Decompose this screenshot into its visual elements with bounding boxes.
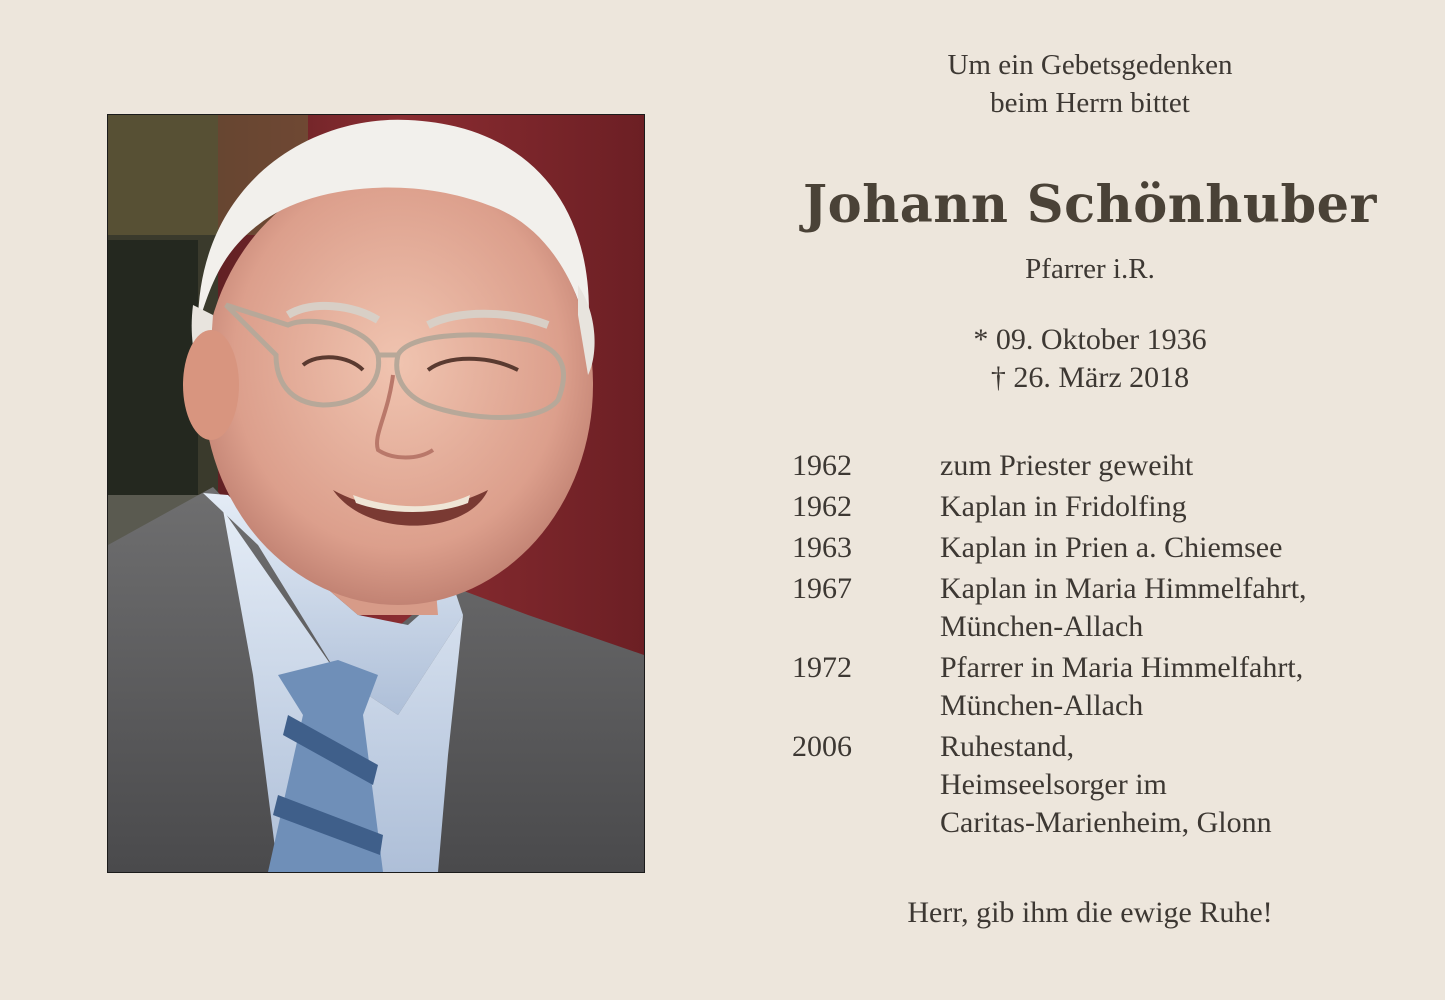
timeline-year: 1963 bbox=[792, 531, 852, 564]
timeline-year: 1967 bbox=[792, 572, 852, 605]
timeline-row bbox=[780, 447, 1400, 485]
timeline-line: Heimseelsorger im bbox=[940, 768, 1167, 801]
timeline-line: Ruhestand, bbox=[940, 730, 1075, 763]
death-date: † 26. März 2018 bbox=[990, 361, 1190, 394]
timeline-description bbox=[940, 488, 1400, 526]
timeline-row bbox=[780, 728, 1400, 842]
timeline-row bbox=[780, 488, 1400, 526]
text-column bbox=[780, 0, 1400, 1000]
timeline-line: Kaplan in Fridolfing bbox=[940, 490, 1187, 523]
timeline-line: Caritas-Marienheim, Glonn bbox=[940, 806, 1272, 839]
timeline-row bbox=[780, 529, 1400, 567]
timeline-row bbox=[780, 570, 1400, 646]
timeline-description bbox=[940, 570, 1400, 646]
deceased-role: Pfarrer i.R. bbox=[1025, 253, 1155, 285]
timeline-year: 1962 bbox=[792, 449, 852, 482]
timeline-line: München-Allach bbox=[940, 610, 1144, 643]
timeline-row bbox=[780, 649, 1400, 725]
timeline-year: 1972 bbox=[792, 651, 852, 684]
career-timeline bbox=[780, 447, 1400, 845]
timeline-line: München-Allach bbox=[940, 689, 1144, 722]
timeline-line: zum Priester geweiht bbox=[940, 449, 1194, 482]
timeline-description bbox=[940, 649, 1400, 725]
timeline-year: 1962 bbox=[792, 490, 852, 523]
portrait-photo bbox=[107, 114, 645, 873]
timeline-description bbox=[940, 529, 1400, 567]
timeline-year: 2006 bbox=[792, 730, 852, 763]
timeline-line: Pfarrer in Maria Himmelfahrt, bbox=[940, 651, 1304, 684]
intro-text bbox=[780, 46, 1400, 122]
intro-line-1: Um ein Gebetsgedenken bbox=[947, 49, 1233, 81]
birth-date: * 09. Oktober 1936 bbox=[973, 323, 1207, 356]
timeline-description bbox=[940, 447, 1400, 485]
timeline-line: Kaplan in Prien a. Chiemsee bbox=[940, 531, 1283, 564]
closing-prayer: Herr, gib ihm die ewige Ruhe! bbox=[907, 896, 1273, 929]
timeline-description bbox=[940, 728, 1400, 842]
timeline-line: Kaplan in Maria Himmelfahrt, bbox=[940, 572, 1307, 605]
intro-line-2: beim Herrn bittet bbox=[990, 87, 1190, 119]
deceased-name: Johann Schönhuber bbox=[803, 175, 1377, 235]
life-dates bbox=[780, 321, 1400, 397]
